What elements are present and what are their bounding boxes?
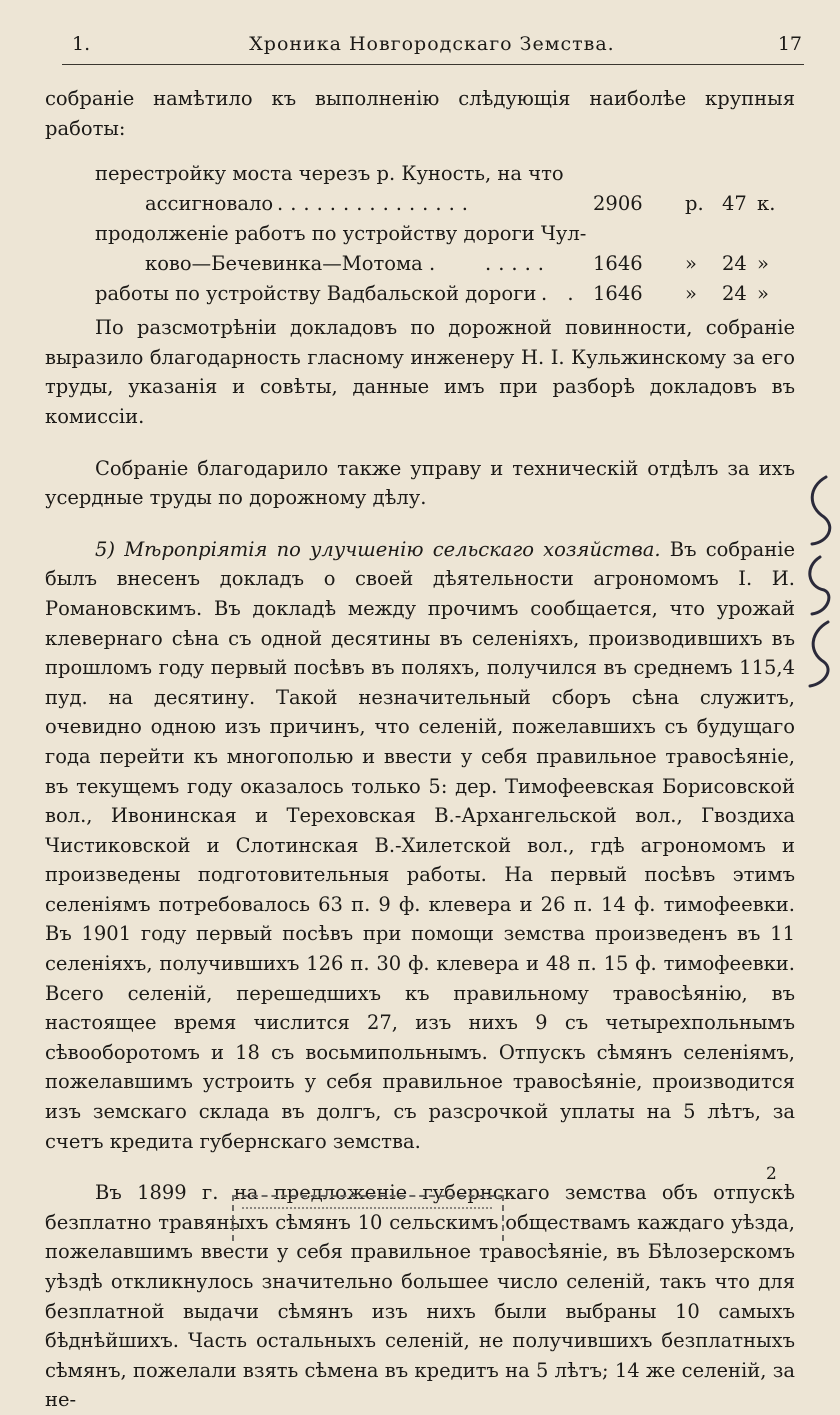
thanks-uprava-paragraph: Собраніе благодарило также управу и техническій отдѣлъ за ихъ усердные труды по дорожному дѣлу. (45, 456, 795, 510)
thanks-engineer-paragraph: По разсмотрѣніи докладовъ по дорожной повинности, собраніе выразило благодарность гласному инженеру Н. І. Кульжинскому за его труды, указанія и совѣты, данные имъ при разборѣ докладовъ въ комиссіи. (45, 316, 795, 428)
works-item-1-line1: перестройку моста черезъ р. Куность, на что (95, 162, 564, 186)
works-item-1-line2: ассигновало ............... 2906 р. 47 к. (45, 189, 795, 219)
paragraph-1899: Въ 1899 г. на предложеніе губернскаго земства объ отпускѣ безплатно травяныхъ сѣмянъ 10 сельскимъ обществамъ каждаго уѣзда, пожелавшимъ ввести у себя правильное травосѣяніе, въ Бѣлозерскомъ уѣздѣ откликнулось значительно большее число селеній, такъ что для безплатной выдачи сѣмянъ изъ нихъ были выбраны 10 самыхъ бѣднѣйшихъ. Часть остальныхъ селеній, не получившихъ безплатныхъ сѣмянъ, пожелали взять сѣмена въ кредитъ на 5 лѣтъ; 14 же селеній, за не- (45, 1181, 795, 1412)
works-item-3: работы по устройству Вадбальской дороги . . 1646 » 24 » (45, 279, 795, 309)
library-stamp (232, 1195, 504, 1241)
works-list (45, 159, 795, 309)
leader-dots: . . (541, 282, 581, 306)
leader-dots: ............... (277, 192, 475, 216)
running-header (62, 30, 802, 60)
intro-paragraph: собраніе намѣтило къ выполненію слѣдующія наиболѣе крупныя работы: (45, 87, 795, 140)
amount: 1646 (593, 252, 643, 276)
handwritten-margin-mark (798, 472, 838, 692)
section-5-paragraph (45, 535, 795, 1156)
works-item-2-line2: ково—Бечевинка—Мотома . ..... 1646 » 24 » (45, 249, 795, 279)
signature-mark: 2 (766, 1164, 777, 1184)
section-5-text: Въ собраніе былъ внесенъ докладъ о своей дѣятельности агрономомъ І. И. Романовскимъ. Въ докладѣ между прочимъ сообщается, что урожай клевернаго сѣна съ одной десятины въ селеніяхъ, производившихъ въ прошломъ году первый посѣвъ въ поляхъ, получился въ среднемъ 115,4 пуд. на десятину. Такой незначительный сборъ сѣна служитъ, очевидно одною изъ причинъ, что селеній, пожелавшихъ съ будущаго года перейти къ многополью и ввести у себя правильное травосѣяніе, въ текущемъ году оказалось только 5: дер. Тимофеевская Борисовской вол., Ивонинская и Тереховская В.-Архангельской вол., Гвоздиха Чистиковской и Слотинская В.-Хилетской вол., гдѣ агрономомъ и произведены подготовительныя работы. На первый посѣвъ этимъ селеніямъ потребовалось 63 п. 9 ф. клевера и 26 п. 14 ф. тимофеевки. Въ 1901 году первый посѣвъ при помощи земства произведенъ въ 11 селеніяхъ, получившихъ 126 п. 30 ф. клевера и 48 п. 15 ф. тимофеевки. Всего селеній, перешедшихъ къ правильному травосѣянію, въ настоящее время числится 27, изъ нихъ 9 съ четырехпольнымъ сѣвооборотомъ и 18 съ восьмипольнымъ. Отпускъ сѣмянъ селеніямъ, пожелавшимъ устроить у себя правильное травосѣяніе, производится изъ земскаго склада въ долгъ, съ разсрочкой уплаты на 5 лѣтъ, за счетъ кредита губернскаго земства. (45, 537, 796, 1153)
leader-dots: ..... (485, 252, 551, 276)
header-rule (62, 64, 804, 65)
section-number: 1. (72, 33, 91, 55)
page-number: 17 (777, 33, 802, 55)
header-title: Хроника Новгородскаго Земства. (249, 33, 615, 55)
amount: 2906 (593, 192, 643, 216)
works-item-2-line1: продолженіе работъ по устройству дороги Чул- (95, 222, 587, 246)
section-5-heading: 5) Мѣропріятія по улучшенію сельскаго хозяйства. (95, 537, 661, 561)
amount: 1646 (593, 282, 643, 306)
